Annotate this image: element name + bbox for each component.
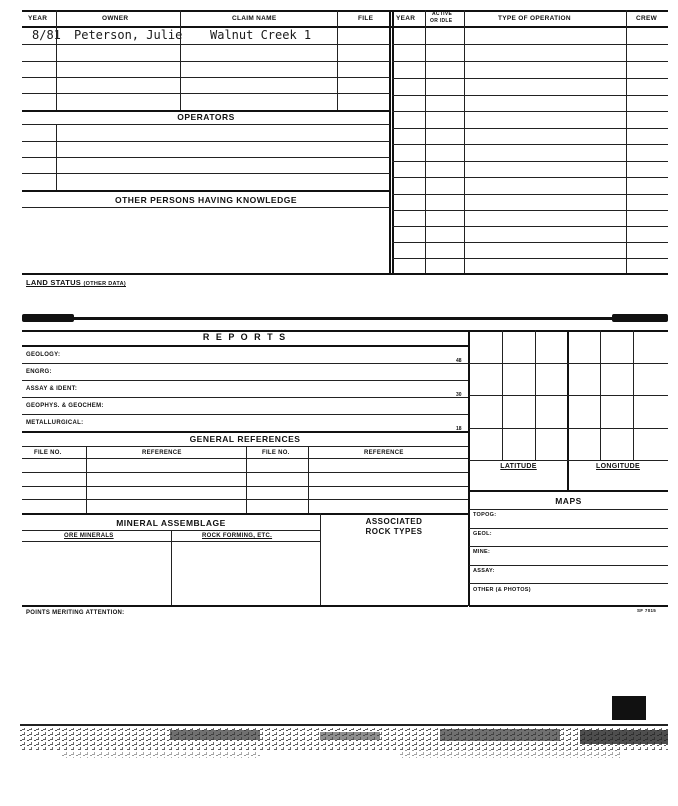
maps-row-line [469, 546, 668, 547]
ref-row-line [22, 486, 468, 487]
reports-title: R E P O R T S [202, 332, 288, 342]
general-references-title: GENERAL REFERENCES [189, 434, 301, 444]
maps-rule-bottom [469, 605, 668, 607]
row-line [22, 93, 390, 94]
col-divider-active [425, 10, 426, 273]
other-persons-title: OTHER PERSONS HAVING KNOWLEDGE [114, 195, 298, 205]
right-row-line [392, 111, 668, 112]
maps-title: MAPS [555, 496, 582, 506]
general-references-rule [22, 446, 468, 447]
right-row-line [392, 78, 668, 79]
report-metallurgical-num: 18 [456, 426, 462, 432]
associated-rock-types-line2: ROCK TYPES [365, 527, 423, 536]
row-line [22, 173, 390, 174]
right-row-line [392, 161, 668, 162]
right-row-line [392, 44, 668, 45]
right-row-line [392, 128, 668, 129]
type-of-operation-header: TYPE OF OPERATION [498, 15, 571, 22]
points-meriting-attention-label: POINTS MERITING ATTENTION: [26, 610, 125, 616]
scan-artifact-right [612, 314, 668, 322]
row-line [22, 44, 390, 45]
active-header-line1: ACTIVE [432, 11, 453, 17]
report-assay-num: 30 [456, 392, 462, 398]
col-divider-owner [180, 10, 181, 110]
report-row-line [22, 414, 468, 415]
top-table-border-top [22, 10, 668, 12]
ref-col-divider [246, 446, 247, 513]
section-separator-bar [22, 317, 668, 320]
operators-title: OPERATORS [177, 112, 235, 122]
maps-row-line [469, 528, 668, 529]
col-divider-year [56, 10, 57, 110]
land-status-sub: (OTHER DATA) [83, 281, 126, 287]
maps-other-label: OTHER (& PHOTOS) [473, 587, 531, 593]
maps-row-line [469, 565, 668, 566]
owner-header: OWNER [102, 15, 129, 22]
form-number: SF 7015 [637, 608, 657, 613]
ref-row-line [22, 458, 468, 459]
ref-col-divider [308, 446, 309, 513]
maps-row-line [469, 583, 668, 584]
report-engrg-label: ENGRG: [26, 369, 52, 375]
report-row-line [22, 363, 468, 364]
coord-grid-row [469, 428, 668, 429]
active-header-line2: OR IDLE [430, 18, 453, 24]
reference-header-2: REFERENCE [364, 450, 404, 456]
row-line [22, 141, 390, 142]
claim-name-header: CLAIM NAME [232, 15, 277, 22]
associated-col-divider [320, 513, 321, 605]
crew-header: CREW [636, 15, 658, 22]
row-line [22, 157, 390, 158]
latitude-label: LATITUDE [500, 463, 537, 470]
row1-year: 8/81 [32, 28, 61, 42]
row1-claim-name: Walnut Creek 1 [210, 28, 312, 42]
right-row-line [392, 210, 668, 211]
reports-rule-bottom [22, 345, 468, 347]
land-status-main: LAND STATUS [26, 278, 82, 287]
ref-row-line [22, 472, 468, 473]
maps-topog-label: TOPOG: [473, 512, 497, 518]
file-no-header-2: FILE NO. [262, 450, 290, 456]
coord-grid-row [469, 395, 668, 396]
maps-title-rule [469, 509, 668, 510]
report-metallurgical-label: METALLURGICAL: [26, 420, 84, 426]
maps-assay-label: ASSAY: [473, 568, 495, 574]
scan-dark-block [612, 696, 646, 720]
reports-section-bottom [22, 605, 468, 607]
report-geology-label: GEOLOGY: [26, 352, 61, 358]
associated-rock-types-line1: ASSOCIATED [365, 517, 423, 526]
col-divider-main-2 [392, 10, 394, 273]
right-row-line [392, 61, 668, 62]
ref-row-line [22, 499, 468, 500]
reference-header-1: REFERENCE [142, 450, 182, 456]
coord-grid-row [469, 363, 668, 364]
rock-forming-header: ROCK FORMING, ETC. [202, 533, 273, 539]
right-row-line [392, 194, 668, 195]
mineral-rule-top [22, 513, 468, 515]
right-row-line [392, 242, 668, 243]
land-status-label [26, 278, 126, 287]
mineral-assemblage-title: MINERAL ASSEMBLAGE [116, 518, 226, 528]
col-divider-crew [626, 10, 627, 273]
maps-mine-label: MINE: [473, 549, 491, 555]
other-persons-rule-bottom [22, 207, 390, 208]
col-divider-type [464, 10, 465, 273]
coord-grid-row [469, 460, 668, 461]
scan-noise-band [20, 720, 668, 770]
top-table-border-bottom [22, 273, 668, 275]
maps-geol-label: GEOL: [473, 531, 492, 537]
report-assay-label: ASSAY & IDENT: [26, 386, 78, 392]
col-divider-claim [337, 10, 338, 110]
row-line [22, 77, 390, 78]
ref-col-divider [86, 446, 87, 513]
general-references-rule-top [22, 431, 468, 433]
operators-rule-bottom [22, 124, 390, 125]
scan-artifact-left [22, 314, 74, 322]
right-row-line [392, 226, 668, 227]
file-header: FILE [358, 15, 374, 22]
ore-minerals-header: ORE MINERALS [64, 533, 114, 539]
other-persons-rule-top [22, 190, 390, 192]
mineral-col-divider [171, 530, 172, 605]
year-header-right: YEAR [396, 15, 416, 22]
right-row-line [392, 258, 668, 259]
right-row-line [392, 144, 668, 145]
year-header: YEAR [28, 15, 48, 22]
report-row-line [22, 397, 468, 398]
right-row-line [392, 177, 668, 178]
row1-owner: Peterson, Julie [74, 28, 183, 42]
right-row-line [392, 95, 668, 96]
longitude-label: LONGITUDE [596, 463, 640, 470]
file-no-header-1: FILE NO. [34, 450, 62, 456]
maps-rule-top [469, 490, 668, 492]
report-row-line [22, 380, 468, 381]
report-geophys-label: GEOPHYS. & GEOCHEM: [26, 403, 104, 409]
report-geology-num: 48 [456, 358, 462, 364]
row-line [22, 61, 390, 62]
